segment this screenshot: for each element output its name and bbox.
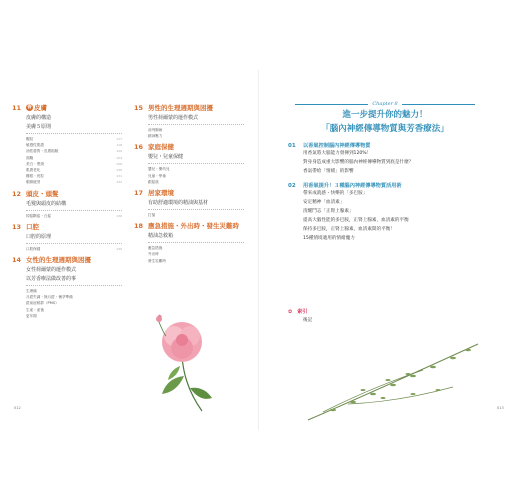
toc-chapter xyxy=(134,189,244,218)
toc-main-item-text: 毛髮與頭皮的結構 xyxy=(26,200,67,207)
toc-main-item-text: 以芳香療法做改善的事 xyxy=(26,276,77,283)
toc-chapter xyxy=(12,223,122,252)
section-item xyxy=(303,189,483,198)
toc-main-item xyxy=(26,200,122,209)
toc-chapter-number: 12 xyxy=(12,189,22,198)
section-title: 用香氣提升！３種腦內神經傳導物質活用術 xyxy=(303,183,402,189)
banner-rule-right xyxy=(402,104,475,105)
toc-sub-item xyxy=(148,133,244,139)
toc-divider xyxy=(26,210,122,211)
toc-chapter-title xyxy=(148,104,213,112)
afterword-title: 後記 xyxy=(303,318,313,323)
section-item-text: 對身身造成重大影響的腦內神經傳導物質到底是什麼？ xyxy=(303,160,414,165)
toc-main-item xyxy=(148,153,244,162)
toc-sub-item-text: 油性膚質・皮膚粗糙 xyxy=(26,149,59,154)
section-item-text: 提高大腦性能的多巴胺，正腎上腺素，血清素的平衡 xyxy=(303,218,409,223)
toc-chapter-heading xyxy=(12,190,122,198)
section-item xyxy=(303,158,483,167)
chapter-emblem-icon: 香 xyxy=(26,104,32,110)
section-item xyxy=(303,216,483,225)
toc-main-items xyxy=(26,200,122,209)
section-number: 02 xyxy=(288,183,296,189)
banner-rule-left xyxy=(295,104,368,105)
toc-sub-item-text: 經前症候群（PMS） xyxy=(26,301,59,306)
toc-sub-items xyxy=(26,246,122,252)
toc-sub-item-page: 120 xyxy=(116,149,122,154)
toc-chapter-title xyxy=(26,190,59,198)
toc-sub-items xyxy=(26,213,122,219)
toc-sub-item-text: 面皰 xyxy=(26,155,34,160)
toc-sub-item-text: 肌膚老化 xyxy=(26,168,41,173)
toc-sub-items xyxy=(148,166,244,185)
toc-chapter-title-text: 應急措施・外出時・發生災難時 xyxy=(148,222,239,231)
toc-chapter-title xyxy=(148,143,174,151)
section-items xyxy=(303,149,483,176)
toc-sub-item-text: 前列腺病 xyxy=(148,128,163,132)
toc-main-items xyxy=(148,114,244,123)
toc-chapter-number: 13 xyxy=(12,222,22,231)
toc-main-item-text: 皮膚的構造 xyxy=(26,115,52,121)
toc-sub-item-text: 打掃 xyxy=(148,213,156,218)
toc-divider xyxy=(148,209,244,210)
toc-chapter-title-text: 居家環境 xyxy=(148,189,174,198)
toc-sub-items xyxy=(26,136,122,186)
toc-main-item xyxy=(148,199,244,208)
toc-sub-items xyxy=(148,245,244,264)
section-item xyxy=(303,234,483,243)
toc-divider xyxy=(148,124,244,125)
section-item xyxy=(303,207,483,216)
toc-main-item-text: 口腔的原理 xyxy=(26,233,52,240)
toc-chapter-heading xyxy=(134,189,244,197)
toc-sub-item-page: 118 xyxy=(116,143,122,148)
toc-sub-item-text: 掉髮斷髮・白髮 xyxy=(26,213,52,218)
section-item-text: 用香氣將大腦能力發揮到120%！ xyxy=(303,151,372,156)
toc-sub-items xyxy=(148,127,244,139)
toc-sub-item xyxy=(26,246,122,252)
toc-chapter-title-text: 皮膚 xyxy=(34,104,47,112)
toc-main-item-text: 嬰兒・兒童保健 xyxy=(148,154,184,161)
toc-sub-item-text: 外出時 xyxy=(148,252,159,257)
toc-divider xyxy=(26,133,122,134)
toc-chapter-number: 15 xyxy=(134,104,144,112)
toc-sub-item-text: 雞眼・疣粒 xyxy=(26,174,44,179)
chapter-section xyxy=(288,142,483,176)
toc-divider xyxy=(26,285,122,286)
toc-sub-item-page: 136 xyxy=(116,213,122,218)
toc-main-item xyxy=(148,232,244,241)
toc-main-item-text: 美膚５原則 xyxy=(26,124,52,130)
toc-sub-item-page: 131 xyxy=(116,174,122,179)
section-item-text: 香氣帶給「情緒」的影響 xyxy=(303,169,354,174)
toc-chapter-number: 11 xyxy=(12,104,22,112)
section-item xyxy=(303,149,483,158)
toc-main-items xyxy=(26,114,122,132)
toc-chapter-title xyxy=(26,223,39,231)
section-number: 01 xyxy=(288,143,296,149)
toc-sub-item-text: 美白・黑斑 xyxy=(26,161,44,166)
toc-chapter-heading xyxy=(12,223,122,231)
toc-chapter-heading xyxy=(134,143,244,151)
toc-chapter xyxy=(134,143,244,185)
toc-sub-item-text: 生產・產後 xyxy=(26,307,44,312)
toc-sub-item-text: 發生災難時 xyxy=(148,258,166,263)
chapter-sections xyxy=(288,142,483,249)
toc-sub-item-text: 兒童・學童 xyxy=(148,173,166,178)
toc-chapter-heading xyxy=(12,104,122,112)
toc-sub-item-text: 銀髮族 xyxy=(148,179,159,184)
toc-main-items xyxy=(148,232,244,241)
toc-main-items xyxy=(26,266,122,284)
toc-chapter-title xyxy=(26,256,91,264)
toc-chapter xyxy=(12,104,122,186)
toc-main-item-text: 女性荷爾蒙的運作模式 xyxy=(26,267,77,274)
toc-sub-item-text: 月經失調・無月經・懷孕準備 xyxy=(26,295,73,300)
toc-sub-item-text: 眼睛疲勞 xyxy=(26,180,41,185)
toc-sub-item xyxy=(148,212,244,218)
toc-chapter-title xyxy=(26,104,47,112)
toc-divider xyxy=(26,243,122,244)
toc-sub-item-text: 口腔保健 xyxy=(26,246,41,251)
toc-sub-item xyxy=(26,213,122,219)
toc-chapter xyxy=(134,104,244,139)
toc-sub-item xyxy=(26,179,122,185)
toc-sub-item xyxy=(26,313,122,319)
herb-sprig-illustration xyxy=(303,332,483,427)
toc-chapter-title xyxy=(148,189,174,197)
gutter xyxy=(258,70,259,430)
toc-main-item-text: 有助舒適環境的精油與基材 xyxy=(148,200,209,207)
toc-main-items xyxy=(148,199,244,208)
section-item-text: 帶來成就感・快樂的「多巴胺」 xyxy=(303,191,368,196)
toc-sub-item-text: 應急措施 xyxy=(148,246,163,251)
chapter-title-line-2: 「腦內神經傳導物質與芳香療法」 xyxy=(321,124,449,134)
chapter-section xyxy=(288,182,483,243)
toc-chapter xyxy=(12,256,122,319)
toc-main-item xyxy=(26,275,122,284)
section-item-text: 15種情境適用的情緒魔力 xyxy=(303,236,355,241)
toc-sub-item-page: 117 xyxy=(116,137,122,141)
toc-chapter-title-text: 頭皮・頭髮 xyxy=(26,189,59,198)
toc-divider xyxy=(148,163,244,164)
folio-left: 012 xyxy=(14,406,21,410)
toc-sub-item-page: 130 xyxy=(116,168,122,173)
folio-right: 013 xyxy=(497,406,504,410)
toc-chapter xyxy=(12,190,122,219)
toc-main-item xyxy=(26,266,122,275)
toc-main-item xyxy=(26,233,122,242)
toc-sub-item-page: 132 xyxy=(116,180,122,185)
section-item-text: 安定精神「血清素」 xyxy=(303,200,345,205)
toc-sub-item-text: 生理痛 xyxy=(26,289,37,294)
toc-main-items xyxy=(26,233,122,242)
toc-chapter-title-text: 口腔 xyxy=(26,222,39,231)
toc-chapter-heading xyxy=(134,222,244,230)
toc-chapter-title-text: 女性的生理週期與困擾 xyxy=(26,256,91,265)
toc-main-item-text: 男性荷爾蒙的運作模式 xyxy=(148,115,199,121)
section-title: 以香氣控制腦內神經傳導物質 xyxy=(303,143,371,149)
toc-chapter-heading xyxy=(12,256,122,264)
toc-sub-item-text: 精神壓力 xyxy=(148,134,163,139)
toc-chapter-title-text: 男性的生理週期與困擾 xyxy=(148,104,213,112)
toc-chapter-heading xyxy=(134,104,244,112)
left-page xyxy=(10,70,255,430)
rose-illustration xyxy=(142,306,222,416)
section-item xyxy=(303,225,483,234)
toc-main-item xyxy=(26,123,122,132)
chapter-label: Chapter 8 xyxy=(372,101,398,107)
flower-bullet-icon: ✿ xyxy=(288,308,293,315)
toc-chapter-title-text: 家庭保健 xyxy=(148,143,174,152)
toc-column-a xyxy=(12,104,122,323)
section-item-text: 清醒鬥志「正腎上腺素」 xyxy=(303,209,354,214)
toc-sub-item-text: 嬰兒・樂幼兒 xyxy=(148,167,170,172)
section-item-text: 保持多巴胺，正腎上腺素，血清素間的平衡！ xyxy=(303,227,395,232)
toc-column-b xyxy=(134,104,244,268)
section-heading xyxy=(288,182,483,189)
toc-sub-item-page: 124 xyxy=(116,155,122,160)
toc-main-item xyxy=(148,114,244,123)
section-item xyxy=(303,198,483,207)
toc-sub-item xyxy=(148,258,244,264)
toc-chapter-number: 18 xyxy=(134,222,144,231)
section-items xyxy=(303,189,483,243)
toc-main-item-text: 精油急救箱 xyxy=(148,233,174,240)
toc-sub-item xyxy=(148,179,244,185)
toc-chapter xyxy=(134,222,244,264)
toc-sub-item-text: 醒紋 xyxy=(26,137,34,141)
toc-main-item xyxy=(26,114,122,123)
toc-chapter-title xyxy=(148,222,239,230)
section-item xyxy=(303,167,483,176)
chapter-title-line-1: 進一步提升你的魅力！ xyxy=(342,110,428,120)
toc-main-items xyxy=(148,153,244,162)
appendix xyxy=(288,308,483,327)
index-title: 索引 xyxy=(297,309,308,315)
toc-sub-items xyxy=(26,288,122,319)
toc-chapter-number: 17 xyxy=(134,189,144,198)
toc-sub-item-page: 126 xyxy=(116,161,122,166)
section-heading xyxy=(288,142,483,149)
toc-sub-item-text: 更年期 xyxy=(26,313,37,318)
toc-chapter-number: 14 xyxy=(12,256,22,265)
chapter-banner xyxy=(295,101,475,135)
toc-sub-items xyxy=(148,212,244,218)
toc-sub-item-page: 139 xyxy=(116,246,122,251)
toc-sub-item-text: 敏感性肌膚 xyxy=(26,143,44,148)
right-page xyxy=(263,70,508,430)
toc-chapter-number: 16 xyxy=(134,143,144,152)
toc-divider xyxy=(148,242,244,243)
